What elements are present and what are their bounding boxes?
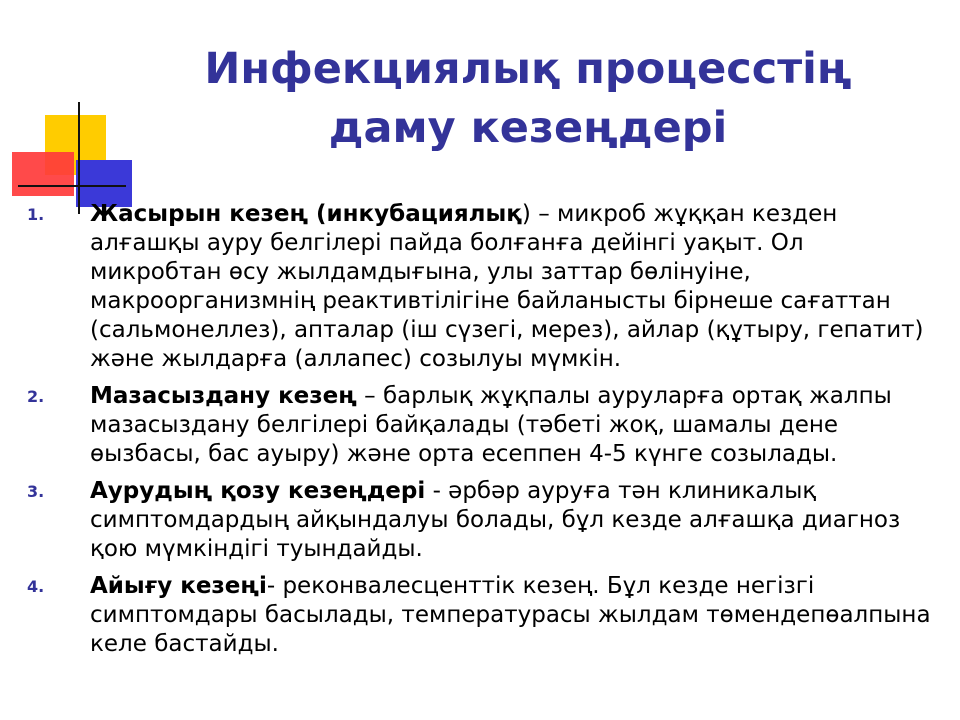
list-item bbox=[0, 477, 960, 564]
item-description: ) – микроб жұққан кезден алғашқы ауру белгілері пайда болғанға дейінгі уақыт. Ол микробтан өсу жылдамдығына, улы заттар бөлінуіне, макроорганизмнің реактивтілігіне байланысты бірнеше сағаттан (сальмонеллез), апталар (іш сүзегі, мерез), айлар (құтыру, гепатит) және жылдарға (аллапес) созылуы мүмкін. bbox=[90, 201, 924, 372]
item-term: Мазасыздану кезең bbox=[90, 383, 357, 409]
list-item bbox=[0, 200, 960, 374]
slide-title-line-2: даму кезеңдері bbox=[328, 103, 728, 153]
slide-title-line-1: Инфекциялық процесстің bbox=[204, 44, 852, 94]
item-number: 3. bbox=[27, 482, 45, 501]
item-term: Айығу кезеңі bbox=[90, 573, 267, 599]
item-number: 4. bbox=[27, 577, 45, 596]
slide-title bbox=[108, 40, 948, 158]
item-description: – барлық жұқпалы ауруларға ортақ жалпы мазасыздану белгілері байқалады (тәбеті жоқ, шамалы дене өызбасы, бас ауыру) және орта есеппен 4-5 күнге созылады. bbox=[90, 383, 892, 467]
item-term: Жасырын кезең (инкубациялық bbox=[90, 201, 522, 227]
item-description: - әрбәр ауруға тән клиникалық симптомдардың айқындалуы болады, бұл кезде алғашқа диагноз қою мүмкіндігі туындайды. bbox=[90, 478, 901, 562]
item-term: Аурудың қозу кезеңдері bbox=[90, 478, 426, 504]
red-square-decoration bbox=[12, 152, 74, 196]
list-item bbox=[0, 382, 960, 469]
vertical-line-decoration bbox=[78, 102, 80, 214]
item-number: 2. bbox=[27, 387, 45, 406]
item-number: 1. bbox=[27, 205, 45, 224]
stages-list bbox=[0, 200, 960, 667]
list-item bbox=[0, 572, 960, 659]
item-description: - реконвалесценттік кезең. Бұл кезде негізгі симптомдары басылады, температурасы жылдам төмендепөалпына келе бастайды. bbox=[90, 573, 931, 657]
horizontal-line-decoration bbox=[18, 185, 126, 187]
